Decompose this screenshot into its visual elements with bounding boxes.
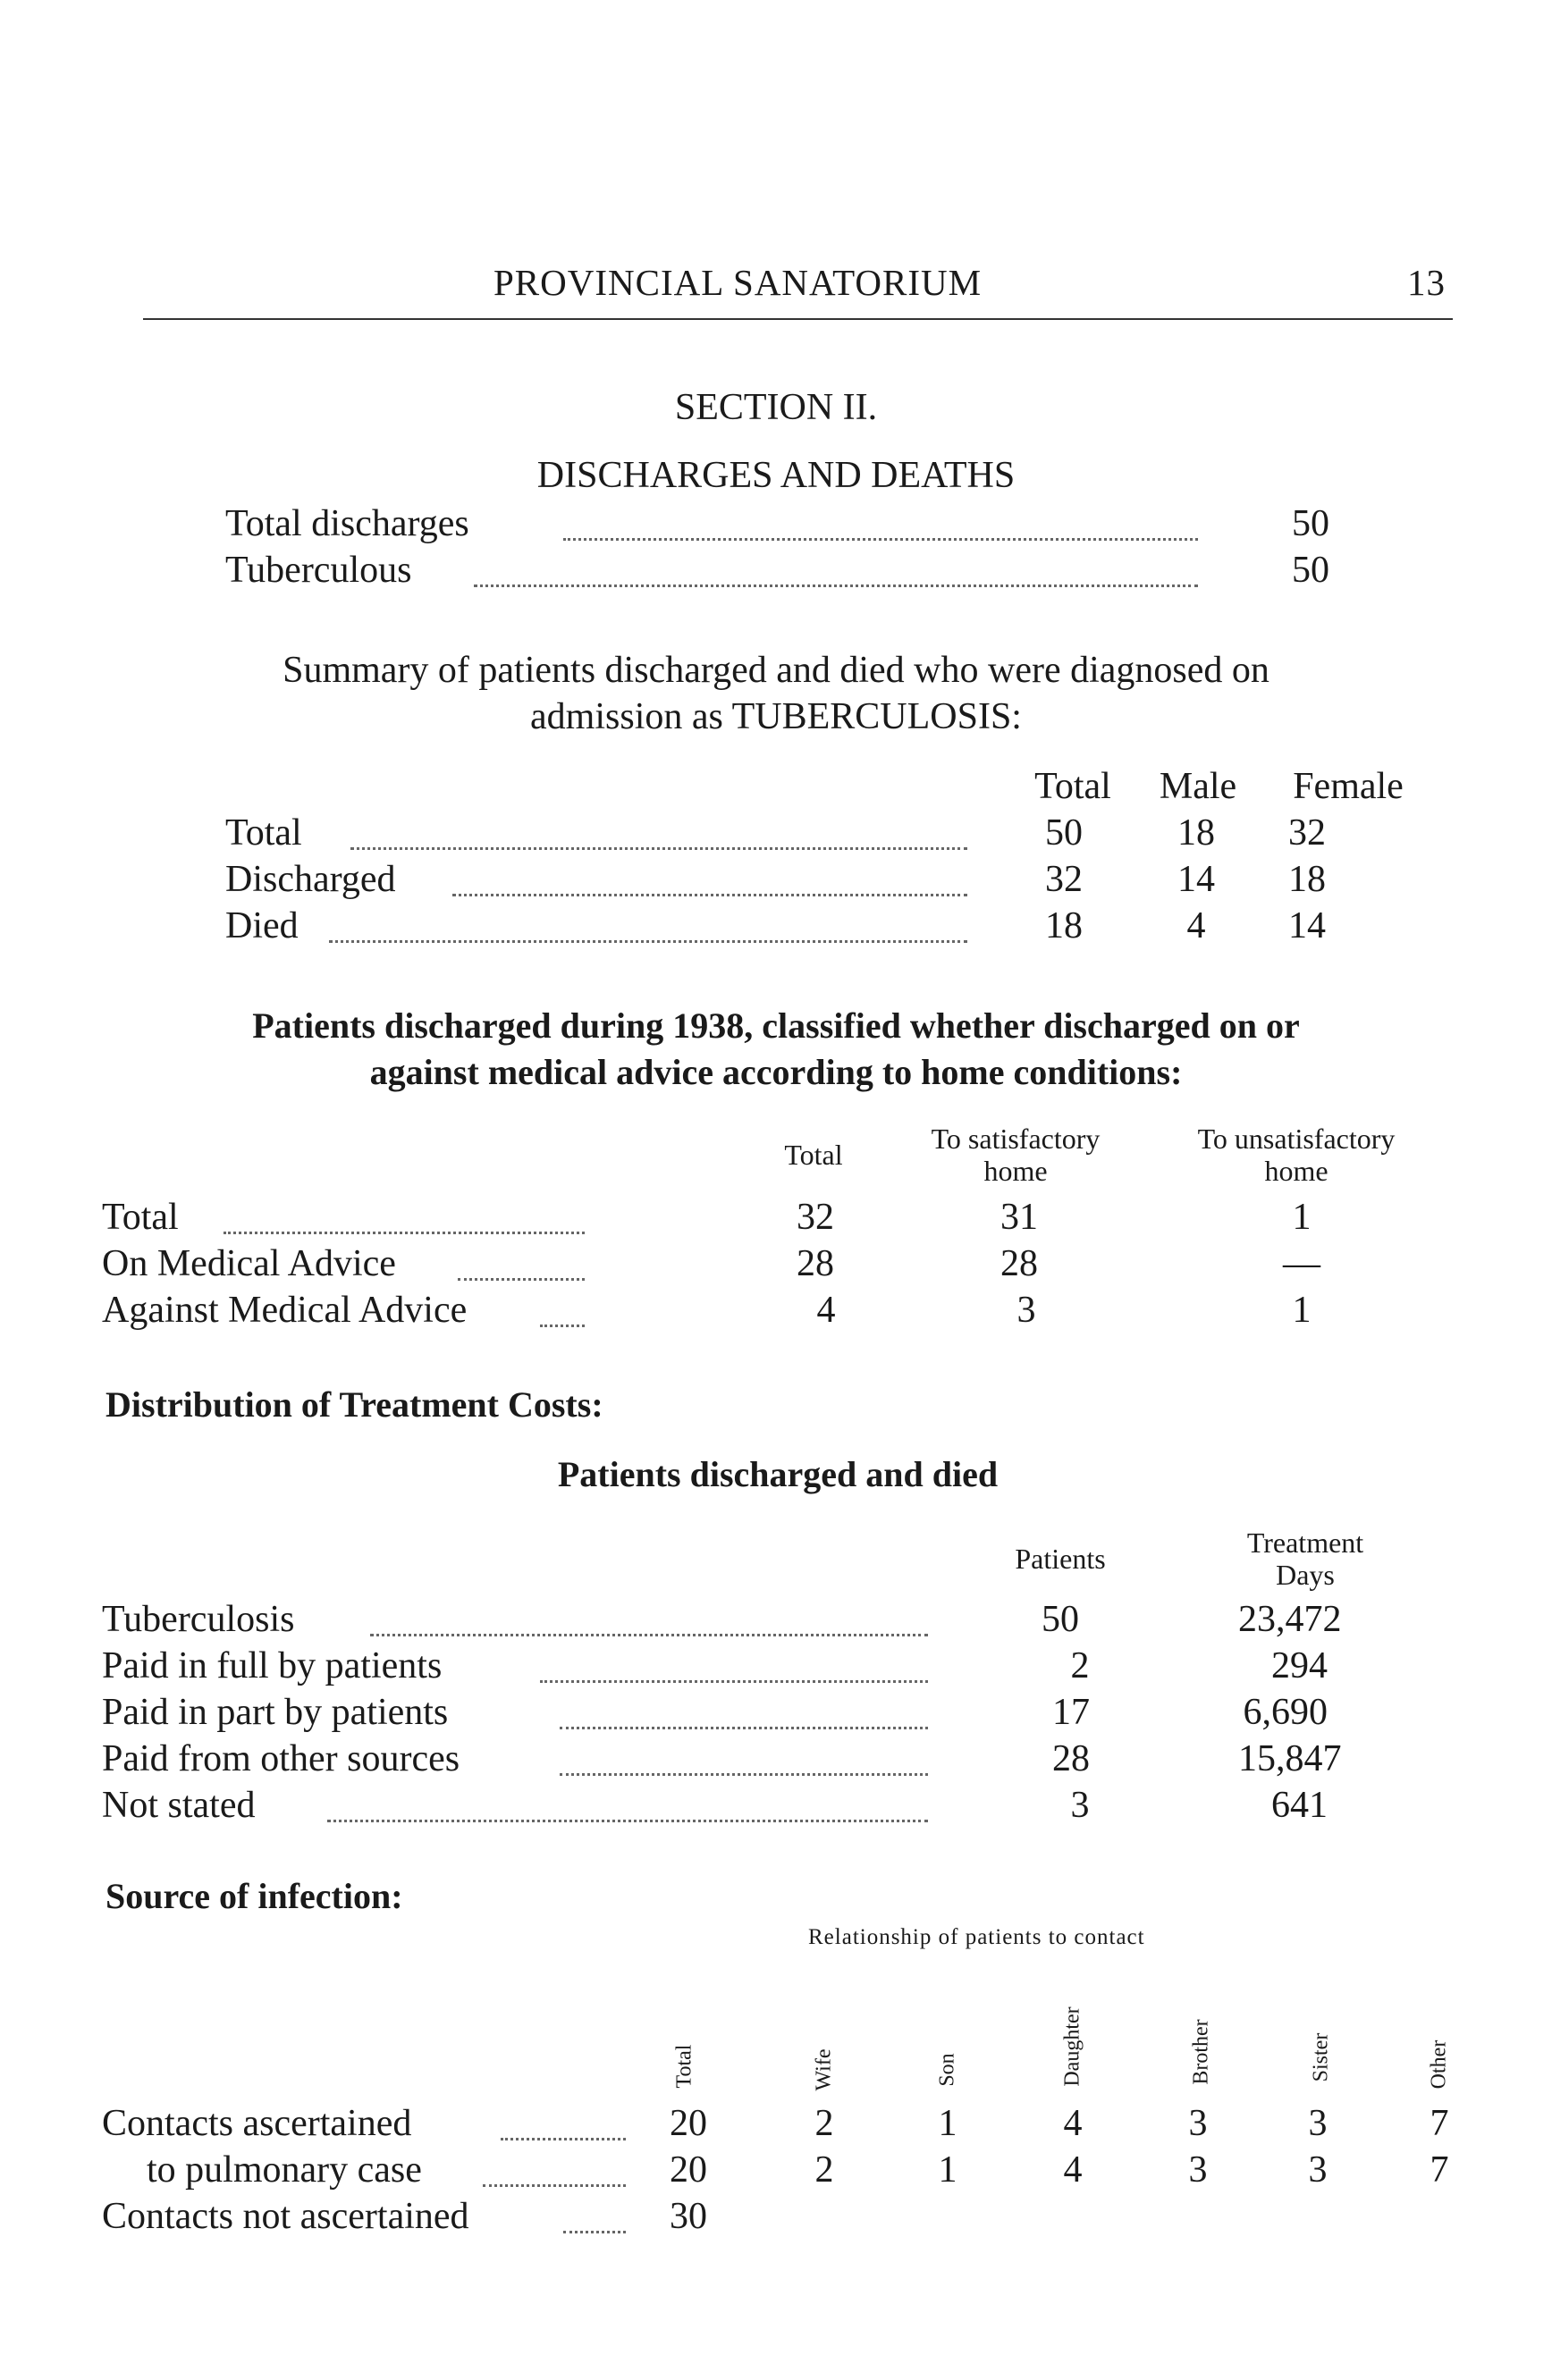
- infection-cell: 3: [1308, 2149, 1328, 2191]
- summary-cell: 32: [1045, 859, 1083, 900]
- infection-col-header: Wife: [812, 2048, 836, 2091]
- home-cell: 1: [1292, 1290, 1312, 1331]
- summary-cell: 14: [1177, 859, 1215, 900]
- home-row-label: Against Medical Advice: [102, 1290, 468, 1331]
- home-cell: —: [1283, 1243, 1320, 1284]
- leader-dots: [224, 1232, 585, 1234]
- infection-col-header: Other: [1427, 2039, 1451, 2090]
- summary-cell: 18: [1177, 812, 1215, 854]
- home-cell: 32: [797, 1197, 834, 1238]
- infection-cell: 30: [670, 2196, 707, 2237]
- leader-dots: [370, 1634, 928, 1636]
- infection-row-label: to pulmonary case: [147, 2149, 422, 2191]
- leader-dots: [452, 894, 967, 896]
- costs-row-label: Tuberculosis: [102, 1599, 295, 1640]
- leader-dots: [560, 1773, 928, 1776]
- summary-heading: Summary of patients discharged and died who were diagnosed on: [283, 650, 1269, 691]
- infection-heading: Source of infection:: [105, 1876, 403, 1916]
- leader-dots: [560, 1727, 928, 1729]
- home-cell: 28: [1000, 1243, 1038, 1284]
- summary-row-label: Discharged: [225, 859, 396, 900]
- costs-row-label: Paid in part by patients: [102, 1692, 449, 1733]
- summary-cell: 18: [1288, 859, 1326, 900]
- summary-cell: 4: [1186, 905, 1206, 946]
- infection-col-header: Sister: [1309, 2032, 1333, 2082]
- infection-cell: 4: [1063, 2149, 1083, 2191]
- discharges-label: Tuberculous: [225, 550, 412, 591]
- discharges-label: Total discharges: [225, 503, 469, 544]
- home-conditions-heading: against medical advice according to home conditions:: [369, 1052, 1183, 1092]
- discharges-value: 50: [1292, 550, 1329, 591]
- home-row-label: On Medical Advice: [102, 1243, 396, 1284]
- costs-col-header: Treatment Days: [1246, 1526, 1364, 1591]
- infection-row-label: Contacts ascertained: [102, 2103, 412, 2144]
- infection-cell: 7: [1430, 2103, 1449, 2144]
- costs-row-label: Paid from other sources: [102, 1738, 460, 1779]
- infection-cell: 3: [1188, 2103, 1208, 2144]
- summary-col-header: Female: [1293, 766, 1404, 807]
- costs-row-label: Paid in full by patients: [102, 1645, 443, 1686]
- home-cell: 3: [1016, 1290, 1036, 1331]
- costs-subheading: Patients discharged and died: [557, 1454, 999, 1494]
- infection-cell: 3: [1308, 2103, 1328, 2144]
- leader-dots: [540, 1680, 928, 1683]
- costs-cell: 17: [1052, 1692, 1090, 1733]
- leader-dots: [327, 1820, 928, 1822]
- page-number: 13: [1407, 262, 1446, 303]
- costs-cell: 28: [1052, 1738, 1090, 1779]
- infection-cell: 20: [670, 2103, 707, 2144]
- discharges-value: 50: [1292, 503, 1329, 544]
- leader-dots: [483, 2184, 626, 2187]
- infection-cell: 20: [670, 2149, 707, 2191]
- summary-cell: 32: [1288, 812, 1326, 854]
- home-cell: 1: [1292, 1197, 1312, 1238]
- infection-cell: 4: [1063, 2103, 1083, 2144]
- home-cell: 28: [797, 1243, 834, 1284]
- infection-cell: 2: [814, 2103, 834, 2144]
- costs-cell: 6,690: [1243, 1692, 1328, 1733]
- leader-dots: [563, 2231, 626, 2233]
- infection-cell: 7: [1430, 2149, 1449, 2191]
- relationship-caption: Relationship of patients to contact: [808, 1925, 1145, 1949]
- infection-cell: 2: [814, 2149, 834, 2191]
- home-cell: 31: [1000, 1197, 1038, 1238]
- leader-dots: [329, 940, 967, 943]
- home-row-label: Total: [102, 1197, 179, 1238]
- running-header-title: PROVINCIAL SANATORIUM: [493, 262, 983, 303]
- costs-cell: 294: [1271, 1645, 1328, 1686]
- summary-cell: 18: [1045, 905, 1083, 946]
- costs-cell: 15,847: [1238, 1738, 1342, 1779]
- summary-row-label: Died: [225, 905, 299, 946]
- section-subtitle: DISCHARGES AND DEATHS: [536, 455, 1016, 496]
- leader-dots: [563, 538, 1198, 541]
- home-cell: 4: [816, 1290, 836, 1331]
- leader-dots: [540, 1325, 585, 1327]
- infection-col-header: Daughter: [1060, 2006, 1084, 2087]
- home-col-header: To satisfactory home: [931, 1123, 1101, 1187]
- infection-col-header: Son: [935, 2053, 959, 2087]
- costs-heading: Distribution of Treatment Costs:: [105, 1384, 603, 1425]
- leader-dots: [350, 847, 967, 850]
- costs-cell: 3: [1070, 1785, 1090, 1826]
- infection-row-label: Contacts not ascertained: [102, 2196, 469, 2237]
- summary-col-header: Male: [1159, 766, 1237, 807]
- home-conditions-heading: Patients discharged during 1938, classified whether discharged on or: [252, 1005, 1300, 1046]
- section-title: SECTION II.: [674, 387, 878, 428]
- summary-cell: 14: [1288, 905, 1326, 946]
- summary-cell: 50: [1045, 812, 1083, 854]
- home-col-header: To unsatisfactory home: [1197, 1123, 1396, 1187]
- summary-heading: admission as TUBERCULOSIS:: [530, 696, 1022, 737]
- infection-cell: 3: [1188, 2149, 1208, 2191]
- home-col-header: Total: [784, 1139, 843, 1171]
- infection-cell: 1: [938, 2149, 957, 2191]
- leader-dots: [501, 2138, 626, 2140]
- infection-col-header: Total: [672, 2044, 696, 2089]
- costs-cell: 2: [1070, 1645, 1090, 1686]
- costs-cell: 23,472: [1238, 1599, 1342, 1640]
- leader-dots: [458, 1278, 585, 1281]
- leader-dots: [474, 584, 1198, 587]
- infection-col-header: Brother: [1189, 2019, 1213, 2085]
- infection-cell: 1: [938, 2103, 957, 2144]
- costs-row-label: Not stated: [102, 1785, 256, 1826]
- summary-col-header: Total: [1034, 766, 1111, 807]
- costs-col-header: Patients: [1015, 1543, 1106, 1575]
- summary-row-label: Total: [225, 812, 302, 854]
- header-rule: [143, 318, 1453, 320]
- costs-cell: 641: [1271, 1785, 1328, 1826]
- costs-cell: 50: [1042, 1599, 1079, 1640]
